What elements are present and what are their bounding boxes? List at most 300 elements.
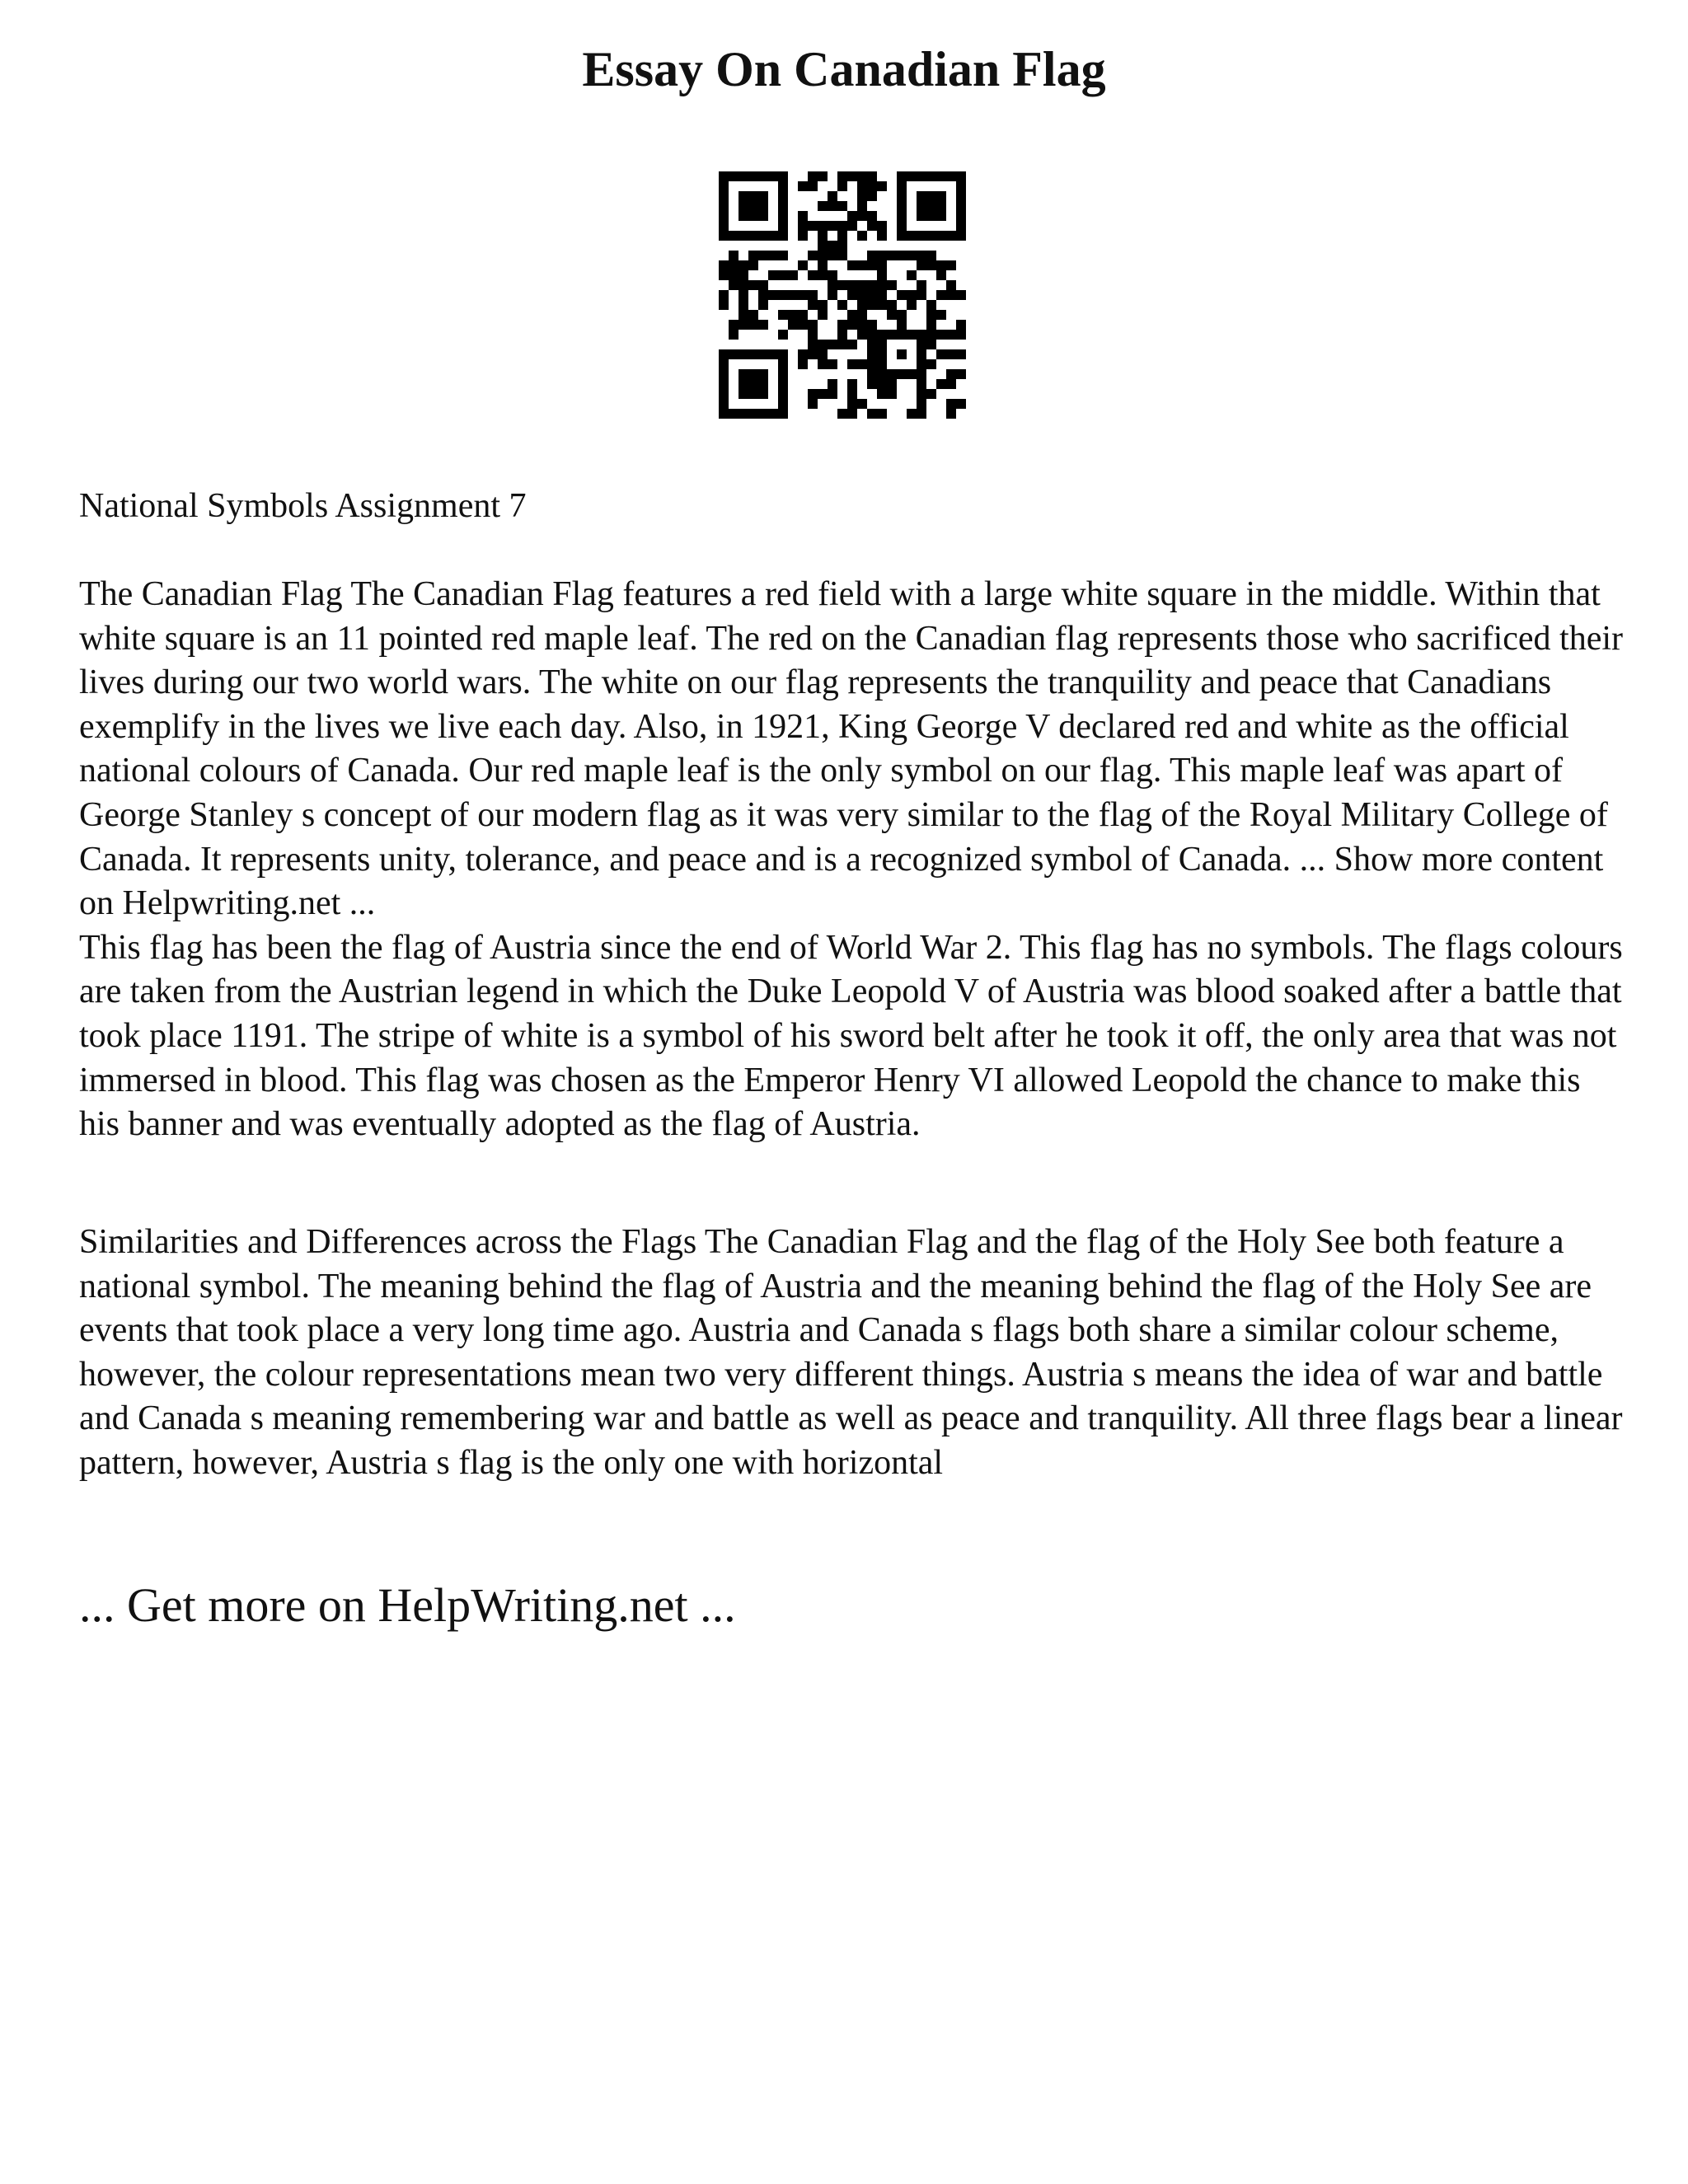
qr-module [917,260,926,270]
qr-module [936,330,946,340]
qr-module [748,171,758,181]
qr-module [748,379,758,389]
qr-module [798,310,808,320]
essay-paragraph-similarities: Similarities and Differences across the Flags The Canadian Flag and the flag of the Holy See both feature a national symbol. The meaning behind the flag of Austria and the meaning behind the flag of the Holy See are events that took place a very long time ago. Austria and Canada s flags both share a similar colour scheme, however, the colour representations mean two very different things. Austria s means the idea of war and battle and Canada s meaning remembering war and battle as well as peace and tranquility. All three flags bear a linear pattern, however, Austria s flag is the only one with horizontal [79,1223,1623,1482]
qr-module [748,409,758,419]
qr-module [857,399,867,409]
qr-module [917,171,926,181]
qr-module [877,340,887,349]
qr-module [917,340,926,349]
qr-module [768,251,778,260]
qr-module [788,290,798,300]
qr-module [837,231,847,241]
qr-module [926,359,936,369]
qr-module [847,320,857,330]
qr-module [857,201,867,211]
qr-module [818,241,828,251]
qr-module [917,389,926,399]
qr-module [748,280,758,290]
qr-module [907,300,917,310]
qr-module [837,171,847,181]
qr-module [917,211,926,221]
qr-module [719,191,729,201]
qr-module [867,359,877,369]
qr-module [778,231,788,241]
qr-module [956,320,966,330]
qr-module [808,389,818,399]
qr-module [926,340,936,349]
qr-module [778,201,788,211]
paragraph-austria-flag-text: This flag has been the flag of Austria since the end of World War 2. This flag has no symbols. The flags colours are taken from the Austrian legend in which the Duke Leopold V of Austria was blood soaked after a battle that took place 1191. The stripe of white is a symbol of his sword belt after he took it off, the only area that was not immersed in blood. This flag was chosen as the Emperor Henry VI allowed Leopold the chance to make this his banner and was eventually adopted as the flag of Austria. [79,928,1623,1144]
qr-module [867,320,877,330]
qr-module [828,251,837,260]
qr-module [857,290,867,300]
qr-module [936,379,946,389]
qr-module [847,359,857,369]
qr-module [738,270,748,280]
qr-module [818,340,828,349]
qr-module [738,280,748,290]
qr-module [867,349,877,359]
qr-module [946,280,956,290]
qr-module [956,181,966,191]
qr-module [897,221,907,231]
qr-module [917,280,926,290]
qr-module [847,389,857,399]
qr-module [798,260,808,270]
qr-module [798,231,808,241]
qr-module [877,359,887,369]
qr-module [748,251,758,260]
qr-module [887,389,897,399]
qr-module [738,389,748,399]
qr-module [887,280,897,290]
qr-module [808,251,818,260]
qr-module [946,349,956,359]
qr-module [828,201,837,211]
qr-module [867,251,877,260]
qr-module [758,211,768,221]
qr-module [818,171,828,181]
qr-module [808,181,818,191]
qr-module [847,211,857,221]
qr-module [847,379,857,389]
qr-module [926,251,936,260]
qr-module [847,171,857,181]
qr-module [837,320,847,330]
qr-module [907,330,917,340]
qr-module [778,389,788,399]
qr-module [738,379,748,389]
qr-module [837,251,847,260]
qr-module [946,369,956,379]
qr-module [729,330,738,340]
qr-module [936,211,946,221]
qr-module [719,270,729,280]
qr-module [758,389,768,399]
qr-module [798,290,808,300]
qr-module [917,251,926,260]
qr-module [719,211,729,221]
qr-module [837,221,847,231]
qr-module [867,379,877,389]
qr-module [798,320,808,330]
qr-module [808,340,818,349]
qr-module [946,231,956,241]
qr-module [926,201,936,211]
qr-module [828,340,837,349]
qr-module [798,211,808,221]
qr-module [857,171,867,181]
qr-module [758,171,768,181]
page-title: Essay On Canadian Flag [582,42,1106,96]
qr-module [926,310,936,320]
qr-module [798,181,808,191]
qr-module [926,231,936,241]
qr-module [837,280,847,290]
qr-module [729,270,738,280]
qr-module [877,280,887,290]
qr-module [887,379,897,389]
qr-module [808,221,818,231]
qr-module [808,330,818,340]
qr-module [956,290,966,300]
qr-module [828,389,837,399]
qr-module [867,191,877,201]
qr-module [857,310,867,320]
qr-module [877,330,887,340]
qr-module [719,369,729,379]
qr-module [847,399,857,409]
qr-module [719,389,729,399]
qr-module [778,310,788,320]
qr-module [818,251,828,260]
qr-module [778,379,788,389]
qr-module [877,231,887,241]
qr-module [877,379,887,389]
qr-module [897,171,907,181]
qr-module [719,260,729,270]
qr-module [956,330,966,340]
qr-module [719,181,729,191]
qr-module [729,349,738,359]
qr-module [758,251,768,260]
qr-module [758,191,768,201]
qr-module [877,369,887,379]
qr-module [738,290,748,300]
qr-module [758,349,768,359]
qr-module [897,181,907,191]
qr-module [857,260,867,270]
qr-module [818,300,828,310]
qr-module [788,320,798,330]
qr-module [917,201,926,211]
qr-module [837,181,847,191]
qr-module [748,201,758,211]
qr-module [719,379,729,389]
qr-module [917,191,926,201]
qr-module [768,171,778,181]
qr-module [907,270,917,280]
qr-module [926,330,936,340]
qr-module [897,191,907,201]
qr-module [877,349,887,359]
qr-module [907,251,917,260]
qr-module [907,231,917,241]
qr-module [867,280,877,290]
essay-paragraph-canadian-flag [79,573,1629,1147]
qr-module [897,330,907,340]
qr-module [798,221,808,231]
qr-module [778,349,788,359]
qr-module [808,320,818,330]
qr-module [719,171,729,181]
qr-module [719,349,729,359]
qr-code-graphic [719,171,966,419]
qr-module [778,191,788,201]
qr-module [719,201,729,211]
qr-module [956,349,966,359]
qr-module [768,409,778,419]
qr-module [719,231,729,241]
qr-module [917,330,926,340]
qr-module [729,171,738,181]
qr-module [956,211,966,221]
qr-module [778,330,788,340]
qr-module [738,409,748,419]
qr-module [877,290,887,300]
qr-module [897,231,907,241]
qr-module [857,280,867,290]
qr-module [828,359,837,369]
qr-module [877,389,887,399]
qr-module [936,260,946,270]
qr-module [758,290,768,300]
qr-module [778,399,788,409]
qr-module [758,409,768,419]
qr-module [748,260,758,270]
qr-module [837,201,847,211]
qr-module [917,399,926,409]
qr-module [788,310,798,320]
qr-module [956,231,966,241]
qr-module [729,251,738,260]
qr-module [946,379,956,389]
qr-module [907,290,917,300]
qr-module [907,409,917,419]
qr-module [818,231,828,241]
qr-module [748,369,758,379]
qr-module [738,369,748,379]
qr-module [907,171,917,181]
qr-module [917,369,926,379]
qr-module [867,260,877,270]
qr-module [917,379,926,389]
qr-module [828,379,837,389]
qr-module [946,290,956,300]
qr-module [936,270,946,280]
qr-module [867,171,877,181]
qr-module [936,191,946,201]
qr-module [837,340,847,349]
qr-module [857,211,867,221]
qr-module [798,359,808,369]
qr-module [818,201,828,211]
qr-module [778,369,788,379]
qr-module [877,181,887,191]
qr-module [748,389,758,399]
qr-module [818,221,828,231]
qr-module [847,221,857,231]
qr-module [867,340,877,349]
qr-module [758,201,768,211]
qr-module [946,409,956,419]
qr-module [818,310,828,320]
qr-module [897,320,907,330]
qr-module [778,171,788,181]
qr-module [768,231,778,241]
qr-module [877,409,887,419]
qr-code-icon [719,171,966,419]
qr-module [917,359,926,369]
qr-module [748,191,758,201]
qr-module [926,389,936,399]
qr-module [808,399,818,409]
qr-module [897,310,907,320]
qr-module [738,310,748,320]
qr-module [956,191,966,201]
qr-module [828,290,837,300]
qr-module [719,399,729,409]
qr-module [926,191,936,201]
qr-module [917,231,926,241]
qr-module [897,290,907,300]
qr-module [828,241,837,251]
qr-module [857,359,867,369]
qr-module [926,171,936,181]
qr-module [719,221,729,231]
qr-module [748,349,758,359]
qr-module [857,191,867,201]
qr-module [857,181,867,191]
qr-module [818,349,828,359]
qr-module [818,270,828,280]
qr-module [917,290,926,300]
qr-module [729,320,738,330]
qr-module [778,290,788,300]
qr-module [946,399,956,409]
qr-module [897,369,907,379]
qr-module [847,280,857,290]
qr-module [877,221,887,231]
qr-module [758,280,768,290]
qr-module [729,409,738,419]
qr-module [887,300,897,310]
qr-module [768,290,778,300]
qr-module [828,270,837,280]
qr-module [956,171,966,181]
qr-module [837,300,847,310]
qr-module [778,270,788,280]
qr-module [719,290,729,300]
qr-module [738,231,748,241]
qr-module [778,251,788,260]
qr-module [778,359,788,369]
qr-module [887,310,897,320]
qr-module [808,270,818,280]
qr-module [857,231,867,241]
qr-module [729,280,738,290]
qr-module [788,270,798,280]
qr-module [917,409,926,419]
qr-module [818,260,828,270]
qr-module [847,260,857,270]
qr-module [917,349,926,359]
qr-module [719,359,729,369]
qr-module [837,330,847,340]
qr-module [798,349,808,359]
qr-module [867,290,877,300]
qr-module [748,231,758,241]
qr-module [877,251,887,260]
qr-module [837,409,847,419]
qr-module [738,349,748,359]
qr-module [936,290,946,300]
qr-module [847,310,857,320]
qr-module [778,221,788,231]
get-more-link[interactable]: ... Get more on HelpWriting.net ... [79,1578,736,1632]
qr-module [956,201,966,211]
qr-module [907,369,917,379]
qr-module [887,251,897,260]
qr-module [956,399,966,409]
qr-module [738,320,748,330]
qr-module [758,231,768,241]
qr-module [768,349,778,359]
qr-module [719,409,729,419]
qr-module [897,201,907,211]
qr-module [729,260,738,270]
qr-module [926,320,936,330]
qr-module [897,211,907,221]
qr-module [847,290,857,300]
qr-module [887,369,897,379]
qr-module [877,300,887,310]
qr-module [956,369,966,379]
qr-module [946,260,956,270]
qr-module [926,300,936,310]
qr-module [857,300,867,310]
qr-module [758,300,768,310]
qr-module [758,369,768,379]
qr-module [926,211,936,221]
qr-module [857,330,867,340]
qr-module [768,270,778,280]
qr-module [808,171,818,181]
qr-module [828,191,837,201]
qr-module [778,181,788,191]
qr-module [748,320,758,330]
qr-module [877,260,887,270]
qr-module [828,280,837,290]
qr-module [867,300,877,310]
qr-module [738,191,748,201]
qr-module [936,231,946,241]
qr-module [738,201,748,211]
qr-module [867,330,877,340]
qr-module [808,290,818,300]
qr-module [867,409,877,419]
